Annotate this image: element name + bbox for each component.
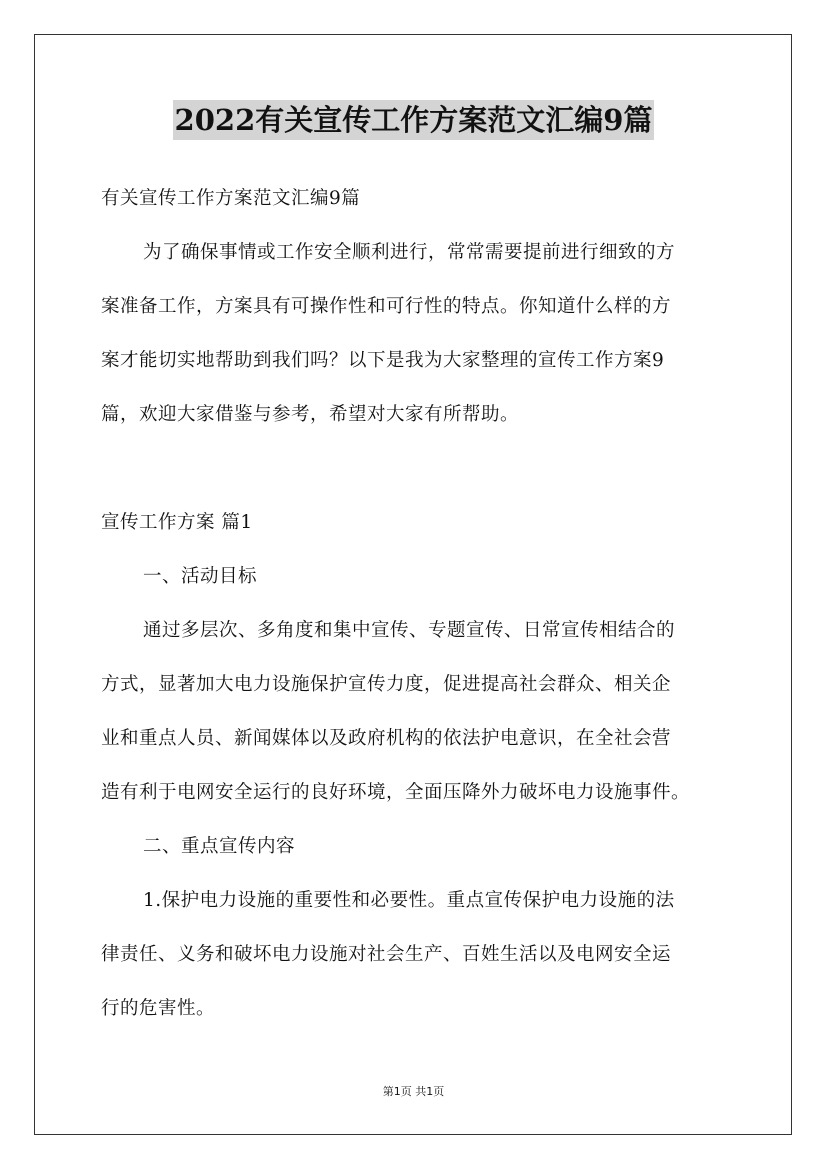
document-subtitle: 有关宣传工作方案范文汇编9篇 xyxy=(101,188,361,209)
page-number-footer: 第1页 共1页 xyxy=(382,1085,445,1098)
document-title-block xyxy=(0,100,827,140)
intro-line: 为了确保事情或工作安全顺利进行，常常需要提前进行细致的方 xyxy=(143,242,676,263)
heading-activity-goal: 一、活动目标 xyxy=(143,566,258,587)
section-heading: 宣传工作方案 篇1 xyxy=(101,512,253,533)
paragraph-line: 造有利于电网安全运行的良好环境，全面压降外力破坏电力设施事件。 xyxy=(101,782,691,803)
paragraph-line: 行的危害性。 xyxy=(101,998,216,1019)
paragraph-line: 方式，显著加大电力设施保护宣传力度，促进提高社会群众、相关企 xyxy=(101,674,672,695)
paragraph-line: 业和重点人员、新闻媒体以及政府机构的依法护电意识，在全社会营 xyxy=(101,728,672,749)
intro-line: 案准备工作，方案具有可操作性和可行性的特点。你知道什么样的方 xyxy=(101,296,672,317)
intro-line: 篇，欢迎大家借鉴与参考，希望对大家有所帮助。 xyxy=(101,404,520,425)
intro-line: 案才能切实地帮助到我们吗？以下是我为大家整理的宣传工作方案9 xyxy=(101,350,665,371)
paragraph-line: 1.保护电力设施的重要性和必要性。重点宣传保护电力设施的法 xyxy=(143,890,675,911)
document-title: 2022有关宣传工作方案范文汇编9篇 xyxy=(173,100,655,140)
paragraph-line: 通过多层次、多角度和集中宣传、专题宣传、日常宣传相结合的 xyxy=(143,620,676,641)
heading-key-content: 二、重点宣传内容 xyxy=(143,836,296,857)
paragraph-line: 律责任、义务和破坏电力设施对社会生产、百姓生活以及电网安全运 xyxy=(101,944,672,965)
